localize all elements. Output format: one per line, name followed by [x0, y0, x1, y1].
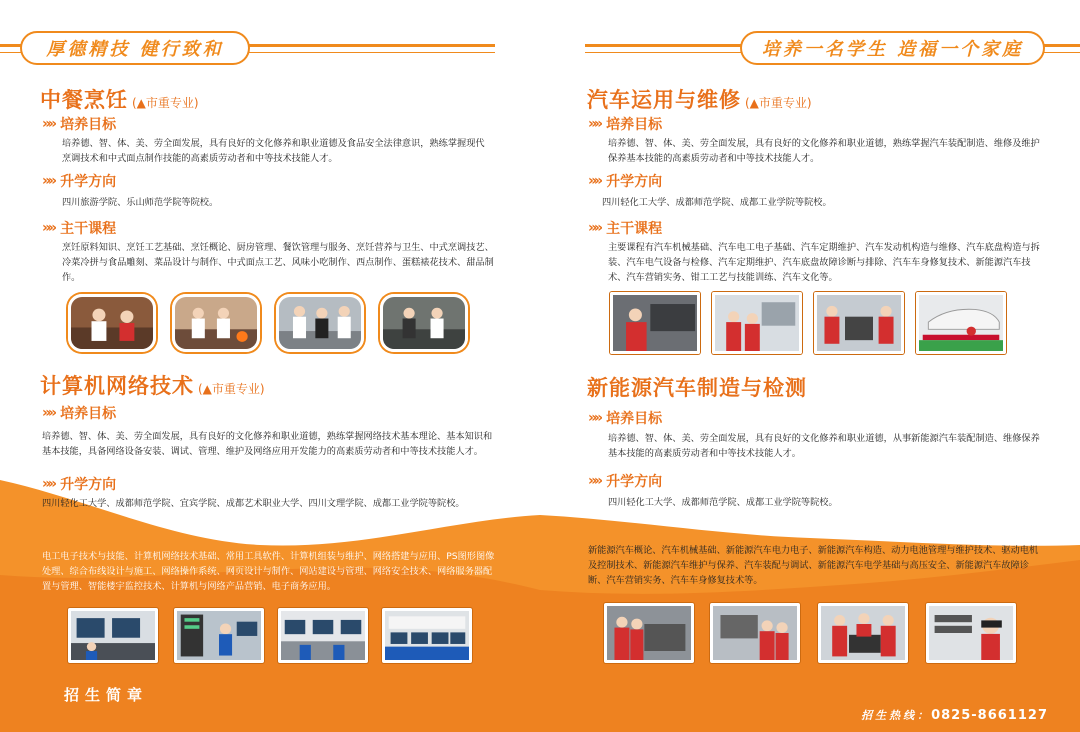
- photo-cooking-3: [276, 294, 364, 352]
- major-title-auto-repair: 汽车运用与维修 (▲市重专业): [587, 88, 812, 112]
- double-chevron-icon: »»: [588, 116, 601, 132]
- course-text: 烹饪原料知识、烹饪工艺基础、烹饪概论、厨房管理、餐饮管理与服务、烹饪营养与卫生、中式烹调技艺、冷菜冷拼与食品雕刻、菜品设计与制作、中式面点工艺、风味小吃制作、西点制作、蛋糕裱花技术、甜品制作。: [62, 242, 494, 283]
- goal-text: 培养德、智、体、美、劳全面发展，具有良好的文化修养和职业道德，熟练掌握汽车装配制造、维修及维护保养基本技能的高素质劳动者和中等技术技能人才。: [608, 138, 1040, 164]
- study-text: 四川轻化工大学、成都师范学院、成都工业学院等院校。: [602, 197, 832, 208]
- photo-new-energy-4: [926, 603, 1016, 663]
- footer-hotline: [861, 707, 1048, 723]
- course-text: 主要课程有汽车机械基础、汽车电工电子基础、汽车定期维护、汽车发动机构造与维修、汽车底盘构造与拆装、汽车电气设备与检修、汽车定期维护、汽车底盘故障诊断与排除、汽车车身修复技术、新能源汽车技术、汽车营销实务、钳工工艺与技能训练、汽车文化等。: [608, 242, 1040, 283]
- double-chevron-icon: »»: [588, 173, 601, 189]
- section-heading-goal: »» 培养目标: [42, 116, 117, 133]
- section-heading-goal: »» 培养目标: [42, 405, 117, 422]
- section-heading-study: »» 升学方向: [42, 476, 117, 493]
- major-title-network: 计算机网络技术 (▲市重专业): [40, 374, 265, 398]
- hotline-label: 招生热线：: [861, 709, 932, 722]
- section-heading-courses: »» 主干课程: [588, 220, 663, 237]
- section-heading-study: »» 升学方向: [588, 473, 663, 490]
- double-chevron-icon: »»: [42, 220, 55, 236]
- course-text: 电工电子技术与技能、计算机网络技术基础、常用工具软件、计算机组装与维护、网络搭建与应用、PS图形图像处理、综合布线设计与施工、网络操作系统、网页设计与制作、网站建设与管理、网络安全技术、网络服务器配置与管理、智能楼宇监控技术、计算机与网络产品营销、电子商务应用。: [42, 551, 495, 592]
- photo-new-energy-2: [710, 603, 800, 663]
- footer-brochure-title: 招生简章: [64, 686, 149, 704]
- photo-auto-3: [814, 292, 904, 354]
- photo-network-4: [382, 608, 472, 663]
- major-title-cooking: 中餐烹饪 (▲市重专业): [40, 88, 199, 112]
- photo-auto-2: [712, 292, 802, 354]
- section-heading-study: »» 升学方向: [588, 173, 663, 190]
- photo-cooking-2: [172, 294, 260, 352]
- photo-cooking-4: [380, 294, 468, 352]
- hotline-number: 0825-8661127: [931, 708, 1048, 723]
- double-chevron-icon: »»: [42, 476, 55, 492]
- key-major-tag: (▲市重专业): [198, 382, 265, 396]
- header-slogan: 厚德精技 健行致和: [46, 39, 224, 60]
- header-slogan-box: [20, 31, 250, 65]
- goal-text: 培养德、智、体、美、劳全面发展，具有良好的文化修养和职业道德及食品安全法律意识，熟练掌握现代烹调技术和中式面点制作技能的高素质劳动者和中等技术技能人才。: [62, 138, 485, 164]
- goal-text: 培养德、智、体、美、劳全面发展，具有良好的文化修养和职业道德，熟练掌握网络技术基本理论、基本知识和基本技能，具备网络设备安装、调试、管理、维护及网络应用开发能力的高素质劳动者和中等技术技能人才。: [42, 431, 493, 457]
- double-chevron-icon: »»: [588, 410, 601, 426]
- photo-auto-4: [916, 292, 1006, 354]
- right-page: [540, 0, 1080, 732]
- photo-cooking-1: [68, 294, 156, 352]
- double-chevron-icon: »»: [42, 116, 55, 132]
- key-major-tag: (▲市重专业): [745, 96, 812, 110]
- photo-network-1: [68, 608, 158, 663]
- photo-auto-1: [610, 292, 700, 354]
- study-text: 四川轻化工大学、成都师范学院、宜宾学院、成都艺术职业大学、四川文理学院、成都工业学院等院校。: [42, 498, 465, 509]
- goal-text: 培养德、智、体、美、劳全面发展，具有良好的文化修养和职业道德，从事新能源汽车装配制造、维修保养基本技能的高素质劳动者和中等技术技能人才。: [608, 433, 1040, 459]
- double-chevron-icon: »»: [42, 405, 55, 421]
- section-heading-study: »» 升学方向: [42, 173, 117, 190]
- section-heading-goal: »» 培养目标: [588, 410, 663, 427]
- header-slogan-box: [740, 31, 1045, 65]
- photo-network-3: [278, 608, 368, 663]
- key-major-tag: (▲市重专业): [132, 96, 199, 110]
- photo-network-2: [174, 608, 264, 663]
- major-title-new-energy: 新能源汽车制造与检测: [587, 376, 807, 400]
- study-text: 四川旅游学院、乐山师范学院等院校。: [62, 197, 219, 208]
- section-heading-goal: »» 培养目标: [588, 116, 663, 133]
- study-text: 四川轻化工大学、成都师范学院、成都工业学院等院校。: [608, 497, 838, 508]
- photo-new-energy-3: [818, 603, 908, 663]
- double-chevron-icon: »»: [588, 473, 601, 489]
- course-text: 新能源汽车概论、汽车机械基础、新能源汽车电力电子、新能源汽车构造、动力电池管理与维护技术、驱动电机及控制技术、新能源汽车维护与保养、汽车装配与调试、新能源汽车电学基础与高压安全、新能源汽车故障诊断、汽车营销实务、汽车车身修复技术等。: [588, 545, 1039, 586]
- double-chevron-icon: »»: [42, 173, 55, 189]
- photo-new-energy-1: [604, 603, 694, 663]
- header-slogan: 培养一名学生 造福一个家庭: [761, 39, 1024, 60]
- section-heading-courses: »» 主干课程: [42, 220, 117, 237]
- double-chevron-icon: »»: [588, 220, 601, 236]
